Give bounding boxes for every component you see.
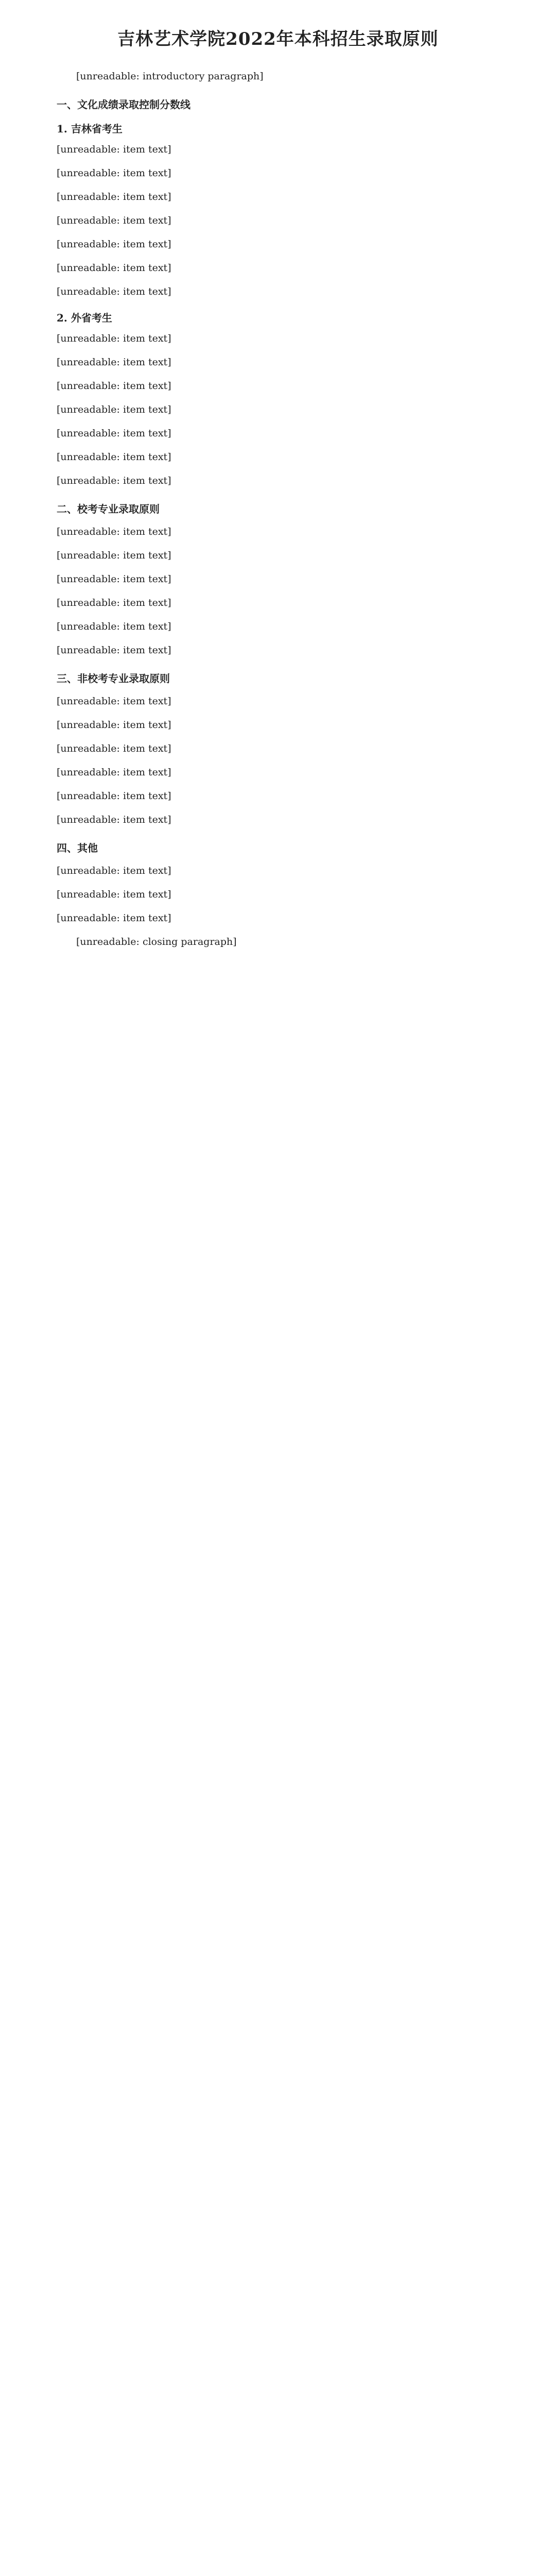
list-item: [unreadable: item text] [57,333,171,344]
list-item: [unreadable: item text] [57,357,171,368]
list-item: [unreadable: item text] [57,167,171,179]
list-item: [unreadable: item text] [57,645,171,656]
list-e [57,862,499,927]
list-item: [unreadable: item text] [57,912,171,924]
list-item: [unreadable: item text] [57,451,171,463]
section-heading: 一、文化成绩录取控制分数线 [57,98,190,111]
list-item: [unreadable: item text] [57,597,171,608]
intro-paragraph: [unreadable: introductory paragraph] [76,71,264,82]
list-item: [unreadable: item text] [57,573,171,585]
list-item: [unreadable: item text] [57,475,171,486]
list-b [57,330,499,489]
list-item: [unreadable: item text] [57,191,171,202]
list-item: [unreadable: item text] [57,215,171,226]
section-heading: 三、非校考专业录取原则 [57,672,170,685]
list-item: [unreadable: item text] [57,696,171,707]
page [0,0,556,980]
section-heading: 四、其他 [57,842,98,854]
list-item: [unreadable: item text] [57,144,171,155]
list-d [57,692,499,828]
list-item: [unreadable: item text] [57,526,171,537]
list-item: [unreadable: item text] [57,262,171,274]
subsection-heading: 1. 吉林省考生 [57,123,123,135]
list-item: [unreadable: item text] [57,621,171,632]
list-item: [unreadable: item text] [57,719,171,731]
list-item: [unreadable: item text] [57,865,171,876]
list-item: [unreadable: item text] [57,380,171,392]
list-item: [unreadable: item text] [57,404,171,415]
list-item: [unreadable: item text] [57,428,171,439]
list-item: [unreadable: item text] [57,550,171,561]
list-a [57,141,499,300]
list-item: [unreadable: item text] [57,743,171,754]
subsection-heading: 2. 外省考生 [57,312,112,324]
page-title: 吉林艺术学院2022年本科招生录取原则 [117,29,439,49]
list-item: [unreadable: item text] [57,814,171,825]
section-heading: 二、校考专业录取原则 [57,503,160,515]
closing-paragraph: [unreadable: closing paragraph] [76,936,237,947]
list-item: [unreadable: item text] [57,767,171,778]
list-item: [unreadable: item text] [57,790,171,802]
list-item: [unreadable: item text] [57,286,171,297]
list-c [57,523,499,659]
list-item: [unreadable: item text] [57,889,171,900]
list-item: [unreadable: item text] [57,239,171,250]
